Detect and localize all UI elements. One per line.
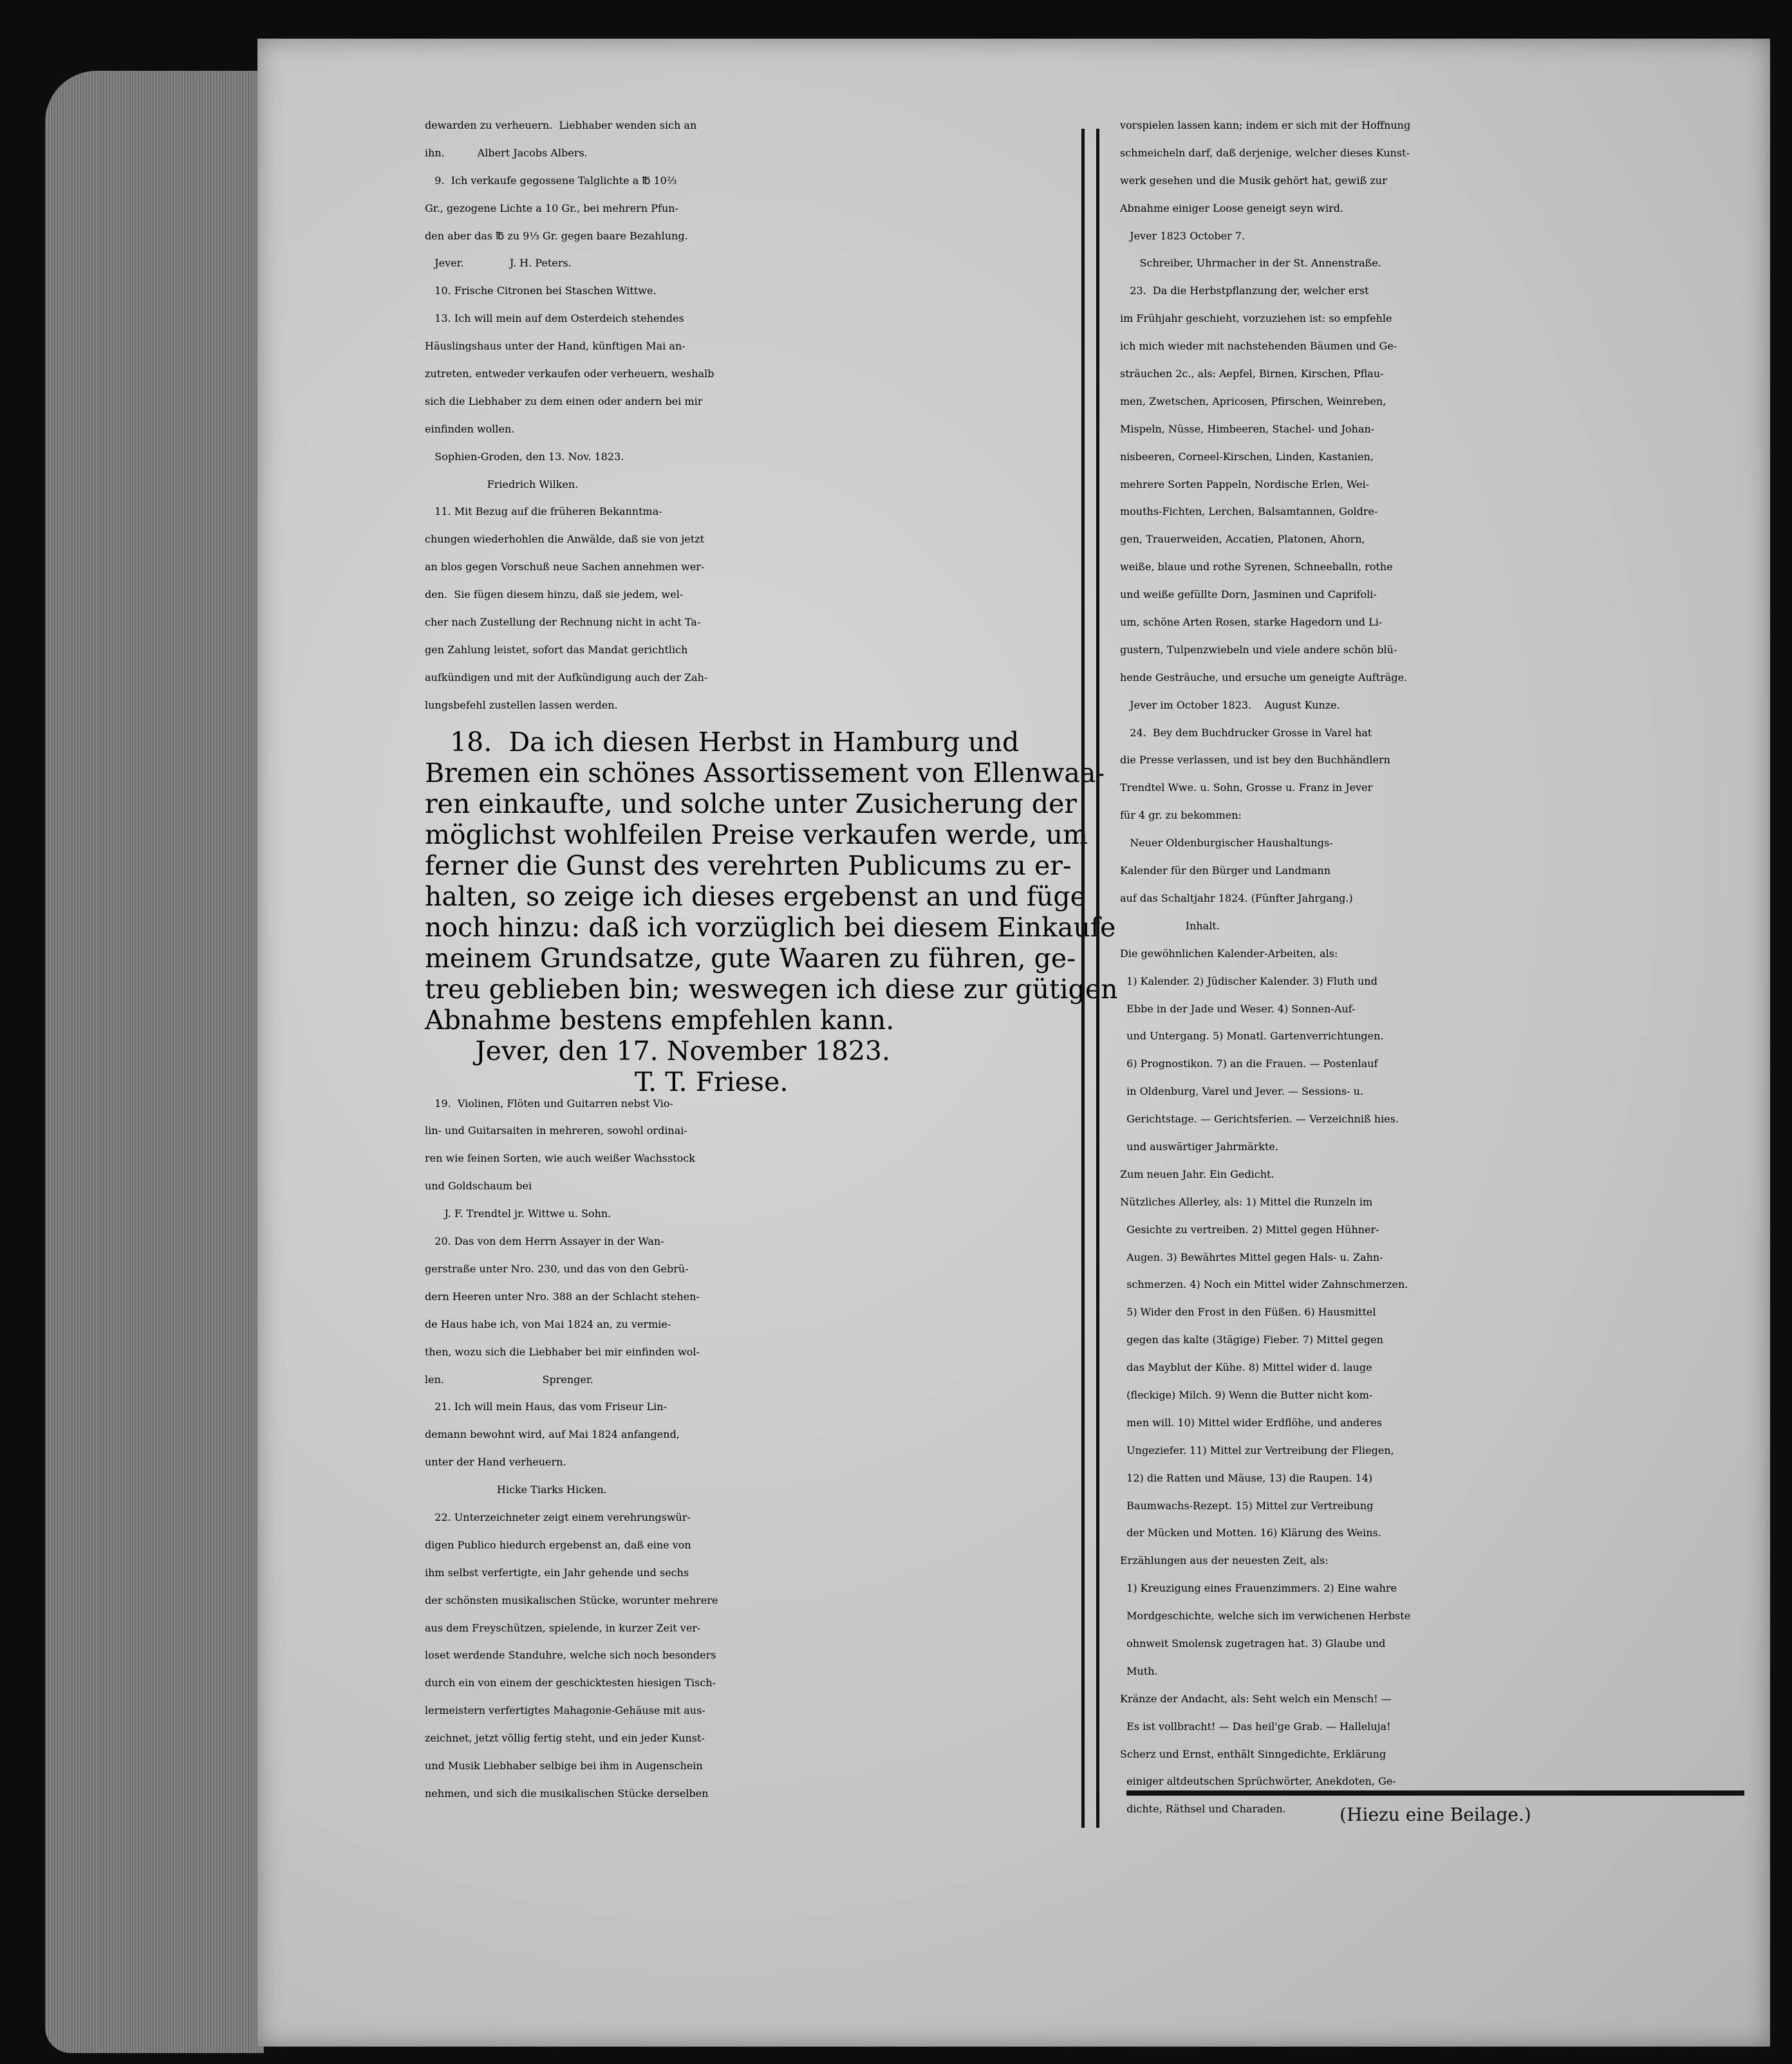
text-line: cher nach Zustellung der Rechnung nicht in acht Ta-: [425, 616, 701, 629]
text-line: im Frühjahr geschieht, vorzuziehen ist: so empfehle: [1120, 312, 1392, 325]
text-line: möglichst wohlfeilen Preise verkaufen werde, um: [425, 819, 1088, 850]
text-line: und Goldschaum bei: [425, 1180, 532, 1193]
text-line: 21. Ich will mein Haus, das vom Friseur Lin-: [425, 1400, 667, 1413]
text-line: 13. Ich will mein auf dem Osterdeich stehendes: [425, 312, 684, 325]
text-line: then, wozu sich die Liebhaber bei mir einfinden wol-: [425, 1345, 700, 1358]
text-line: und Untergang. 5) Monatl. Gartenverrichtungen.: [1120, 1030, 1384, 1043]
text-line: nehmen, und sich die musikalischen Stücke derselben: [425, 1787, 709, 1799]
footer-note: (Hiezu eine Beilage.): [1339, 1804, 1531, 1825]
text-line: an blos gegen Vorschuß neue Sachen annehmen wer-: [425, 561, 705, 573]
text-line: 10. Frische Citronen bei Staschen Wittwe.: [425, 284, 657, 297]
text-line: gegen das kalte (3tägige) Fieber. 7) Mittel gegen: [1120, 1334, 1383, 1346]
text-line: Jever, den 17. November 1823.: [425, 1035, 891, 1066]
closing-rule: [1126, 1790, 1744, 1796]
text-line: 1) Kalender. 2) Jüdischer Kalender. 3) Fluth und: [1120, 974, 1377, 987]
text-line: 12) die Ratten und Mäuse, 13) die Raupen. 14): [1120, 1471, 1373, 1484]
text-line: Hicke Tiarks Hicken.: [425, 1483, 607, 1496]
text-line: 19. Violinen, Flöten und Guitarren nebst Vio-: [425, 1097, 673, 1110]
text-line: Sophien-Groden, den 13. Nov. 1823.: [425, 450, 624, 463]
text-line: Die gewöhnlichen Kalender-Arbeiten, als:: [1120, 947, 1338, 960]
text-line: zutreten, entweder verkaufen oder verheuern, weshalb: [425, 367, 714, 380]
text-line: ren wie feinen Sorten, wie auch weißer Wachsstock: [425, 1152, 695, 1165]
text-line: 18. Da ich diesen Herbst in Hamburg und: [425, 726, 1020, 758]
text-line: weiße, blaue und rothe Syrenen, Schneeballn, rothe: [1120, 561, 1393, 573]
text-line: Augen. 3) Bewährtes Mittel gegen Hals- u. Zahn-: [1120, 1250, 1383, 1263]
text-line: werk gesehen und die Musik gehört hat, gewiß zur: [1120, 174, 1387, 187]
text-line: ohnweit Smolensk zugetragen hat. 3) Glaube und: [1120, 1637, 1386, 1650]
text-line: J. F. Trendtel jr. Wittwe u. Sohn.: [425, 1207, 611, 1220]
text-line: in Oldenburg, Varel und Jever. — Sessions- u.: [1120, 1085, 1363, 1098]
text-line: Häuslingshaus unter der Hand, künftigen Mai an-: [425, 340, 686, 353]
text-line: Ebbe in der Jade und Weser. 4) Sonnen-Auf-: [1120, 1002, 1356, 1015]
text-line: nisbeeren, Corneel-Kirschen, Linden, Kastanien,: [1120, 450, 1374, 463]
text-line: (fleckige) Milch. 9) Wenn die Butter nicht kom-: [1120, 1388, 1373, 1401]
text-line: meinem Grundsatze, gute Waaren zu führen, ge-: [425, 942, 1076, 974]
text-line: Abnahme einiger Loose geneigt seyn wird.: [1120, 201, 1344, 214]
text-line: zeichnet, jetzt völlig fertig steht, und ein jeder Kunst-: [425, 1732, 705, 1745]
text-line: mehrere Sorten Pappeln, Nordische Erlen, Wei-: [1120, 478, 1370, 490]
text-line: Jever im October 1823. August Kunze.: [1120, 698, 1340, 711]
text-line: Ungeziefer. 11) Mittel zur Vertreibung der Fliegen,: [1120, 1444, 1394, 1456]
text-line: chungen wiederhohlen die Anwälde, daß sie von jetzt: [425, 533, 705, 546]
right-text-column: [1120, 119, 1751, 1830]
text-line: Gr., gezogene Lichte a 10 Gr., bei mehrern Pfun-: [425, 201, 678, 214]
text-line: dern Heeren unter Nro. 388 an der Schlacht stehen-: [425, 1290, 700, 1303]
text-line: 22. Unterzeichneter zeigt einem verehrungswür-: [425, 1511, 691, 1523]
text-line: einiger altdeutschen Sprüchwörter, Anekdoten, Ge-: [1120, 1775, 1396, 1788]
text-line: Schreiber, Uhrmacher in der St. Annenstraße.: [1120, 257, 1381, 270]
text-line: ihn. Albert Jacobs Albers.: [425, 146, 588, 159]
text-line: noch hinzu: daß ich vorzüglich bei diesem Einkaufe: [425, 911, 1116, 943]
text-line: den aber das ℔ zu 9⅓ Gr. gegen baare Bezahlung.: [425, 229, 688, 242]
text-line: einfinden wollen.: [425, 422, 515, 435]
text-line: Baumwachs-Rezept. 15) Mittel zur Vertreibung: [1120, 1499, 1374, 1512]
text-line: Zum neuen Jahr. Ein Gedicht.: [1120, 1167, 1274, 1180]
text-line: Inhalt.: [1120, 919, 1220, 932]
text-line: 6) Prognostikon. 7) an die Frauen. — Postenlauf: [1120, 1057, 1378, 1070]
text-line: gustern, Tulpenzwiebeln und viele andere schön blü-: [1120, 643, 1397, 656]
text-line: Mispeln, Nüsse, Himbeeren, Stachel- und Johan-: [1120, 422, 1375, 435]
text-line: durch ein von einem der geschicktesten hiesigen Tisch-: [425, 1677, 716, 1689]
text-line: der Mücken und Motten. 16) Klärung des Weins.: [1120, 1527, 1381, 1539]
text-line: dewarden zu verheuern. Liebhaber wenden sich an: [425, 119, 697, 131]
text-line: len. Sprenger.: [425, 1373, 593, 1386]
text-line: ich mich wieder mit nachstehenden Bäumen und Ge-: [1120, 340, 1397, 353]
text-line: digen Publico hiedurch ergebenst an, daß eine von: [425, 1538, 691, 1551]
text-line: Abnahme bestens empfehlen kann.: [425, 1004, 895, 1036]
text-line: aus dem Freyschützen, spielende, in kurzer Zeit ver-: [425, 1621, 701, 1634]
text-line: die Presse verlassen, und ist bey den Buchhändlern: [1120, 754, 1390, 767]
text-line: gen, Trauerweiden, Accatien, Platonen, Ahorn,: [1120, 533, 1365, 546]
text-line: sich die Liebhaber zu dem einen oder andern bei mir: [425, 395, 703, 407]
text-line: 24. Bey dem Buchdrucker Grosse in Varel hat: [1120, 726, 1372, 739]
text-line: Jever 1823 October 7.: [1120, 229, 1246, 242]
text-line: de Haus habe ich, von Mai 1824 an, zu vermie-: [425, 1317, 671, 1330]
text-line: Friedrich Wilken.: [425, 478, 579, 490]
text-line: 1) Kreuzigung eines Frauenzimmers. 2) Eine wahre: [1120, 1582, 1397, 1595]
text-line: ferner die Gunst des verehrten Publicums zu er-: [425, 850, 1072, 881]
text-line: um, schöne Arten Rosen, starke Hagedorn und Li-: [1120, 616, 1383, 629]
text-line: treu geblieben bin; weswegen ich diese zur gütigen: [425, 973, 1118, 1005]
text-line: und Musik Liebhaber selbige bei ihm in Augenschein: [425, 1759, 703, 1772]
text-line: vorspielen lassen kann; indem er sich mit der Hoffnung: [1120, 119, 1411, 131]
text-line: Mordgeschichte, welche sich im verwichenen Herbste: [1120, 1610, 1411, 1622]
text-line: sträuchen 2c., als: Aepfel, Birnen, Kirschen, Pflau-: [1120, 367, 1384, 380]
text-line: schmerzen. 4) Noch ein Mittel wider Zahnschmerzen.: [1120, 1278, 1408, 1291]
text-line: aufkündigen und mit der Aufkündigung auch der Zah-: [425, 671, 708, 683]
text-line: den. Sie fügen diesem hinzu, daß sie jedem, wel-: [425, 588, 684, 601]
text-line: T. T. Friese.: [425, 1066, 789, 1097]
text-line: demann bewohnt wird, auf Mai 1824 anfangend,: [425, 1428, 680, 1441]
text-line: lin- und Guitarsaiten in mehreren, sowohl ordinai-: [425, 1124, 687, 1137]
text-line: dichte, Räthsel und Charaden.: [1120, 1803, 1286, 1816]
text-line: Kränze der Andacht, als: Seht welch ein Mensch! —: [1120, 1692, 1392, 1705]
left-text-column: [425, 119, 1118, 1815]
text-line: hende Gesträuche, und ersuche um geneigte Aufträge.: [1120, 671, 1408, 683]
text-line: 20. Das von dem Herrn Assayer in der Wan-: [425, 1235, 664, 1248]
text-line: gerstraße unter Nro. 230, und das von den Gebrü-: [425, 1262, 689, 1275]
text-line: ren einkaufte, und solche unter Zusicherung der: [425, 788, 1078, 819]
text-line: und weiße gefüllte Dorn, Jasminen und Caprifoli-: [1120, 588, 1377, 601]
text-line: lermeistern verfertigtes Mahagonie-Gehäuse mit aus-: [425, 1704, 705, 1717]
text-line: das Mayblut der Kühe. 8) Mittel wider d. lauge: [1120, 1361, 1372, 1374]
text-line: Kalender für den Bürger und Landmann: [1120, 864, 1331, 877]
text-line: Gerichtstage. — Gerichtsferien. — Verzeichniß hies.: [1120, 1113, 1399, 1126]
text-line: der schönsten musikalischen Stücke, worunter mehrere: [425, 1594, 718, 1606]
text-line: ihm selbst verfertigte, ein Jahr gehende und sechs: [425, 1566, 689, 1579]
text-line: men, Zwetschen, Apricosen, Pfirschen, Weinreben,: [1120, 395, 1386, 407]
text-line: halten, so zeige ich dieses ergebenst an und füge: [425, 880, 1086, 912]
text-line: 11. Mit Bezug auf die früheren Bekanntma-: [425, 505, 662, 518]
book-page-edges: [45, 71, 264, 2053]
text-line: men will. 10) Mittel wider Erdflöhe, und anderes: [1120, 1416, 1383, 1429]
text-line: schmeicheln darf, daß derjenige, welcher dieses Kunst-: [1120, 146, 1410, 159]
column-divider: [1081, 129, 1099, 1828]
text-line: auf das Schaltjahr 1824. (Fünfter Jahrgang.): [1120, 891, 1353, 904]
text-line: 5) Wider den Frost in den Füßen. 6) Hausmittel: [1120, 1306, 1376, 1319]
text-line: Bremen ein schönes Assortissement von Ellenwaa-: [425, 757, 1105, 788]
text-line: loset werdende Standuhre, welche sich noch besonders: [425, 1649, 716, 1662]
text-line: Trendtel Wwe. u. Sohn, Grosse u. Franz in Jever: [1120, 781, 1373, 794]
text-line: Muth.: [1120, 1664, 1158, 1677]
text-line: Scherz und Ernst, enthält Sinngedichte, Erklärung: [1120, 1747, 1386, 1760]
text-line: Jever. J. H. Peters.: [425, 257, 572, 270]
text-line: Es ist vollbracht! — Das heil'ge Grab. — Halleluja!: [1120, 1720, 1391, 1733]
text-line: lungsbefehl zustellen lassen werden.: [425, 698, 618, 711]
text-line: unter der Hand verheuern.: [425, 1456, 566, 1469]
text-line: Gesichte zu vertreiben. 2) Mittel gegen Hühner-: [1120, 1223, 1379, 1236]
text-line: 9. Ich verkaufe gegossene Talglichte a ℔ 10⅔: [425, 174, 677, 187]
text-line: Nützliches Allerley, als: 1) Mittel die Runzeln im: [1120, 1195, 1373, 1208]
text-line: mouths-Fichten, Lerchen, Balsamtannen, Goldre-: [1120, 505, 1378, 518]
text-line: Erzählungen aus der neuesten Zeit, als:: [1120, 1554, 1329, 1567]
text-line: gen Zahlung leistet, sofort das Mandat gerichtlich: [425, 643, 688, 656]
text-line: 23. Da die Herbstpflanzung der, welcher erst: [1120, 284, 1369, 297]
text-line: für 4 gr. zu bekommen:: [1120, 809, 1242, 822]
text-line: Neuer Oldenburgischer Haushaltungs-: [1120, 837, 1333, 850]
text-line: und auswärtiger Jahrmärkte.: [1120, 1140, 1278, 1153]
